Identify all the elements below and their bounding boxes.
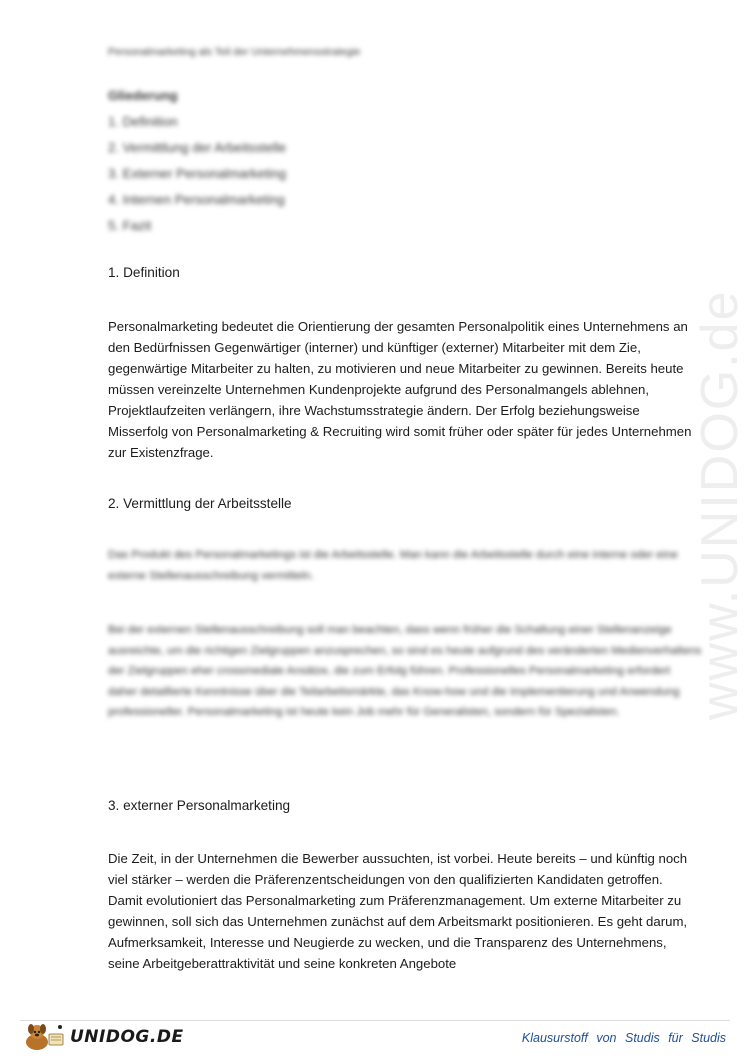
toc-item: 5. Fazit xyxy=(108,218,152,233)
toc-item: 4. Internen Personalmarketing xyxy=(108,192,285,207)
toc-item: 3. Externer Personalmarketing xyxy=(108,166,287,181)
footer-divider xyxy=(20,1020,730,1021)
section-paragraph: Die Zeit, in der Unternehmen die Bewerber aussuchten, ist vorbei. Heute bereits – und künftig noch viel stärker – werden die Präferenzentscheidungen von den qualifizierten Kandidaten getroffen. Damit evolutioniert das Personalmarketing zum Präferenzmanagement. Um externe Mitarbeiter zu gewinnen, soll sich das Unternehmen zunächst auf dem Arbeitsmarkt positionieren. Es geht darum, Aufmerksamkeit, Interesse und Neugierde zu wecken, und die Transparenz des Unternehmens, seine Arbeitgeberattraktivität und seine konkreten Angebote xyxy=(108,851,688,971)
section-heading-externer: 3. externer Personalmarketing xyxy=(108,798,291,813)
section-heading-definition: 1. Definition xyxy=(108,265,180,280)
section-paragraph: Das Produkt des Personalmarketings ist die Arbeitsstelle. Man kann die Arbeitsstelle durch eine interne oder eine externe Stellenausschreibung vermitteln. xyxy=(108,549,678,582)
footer-tagline: Klausurstoff von Studis für Studis xyxy=(521,1031,726,1045)
section-paragraph: Personalmarketing bedeutet die Orientierung der gesamten Personalpolitik eines Unternehmens an den Bedürfnissen Gegenwärtiger (interner) und künftiger (externer) Mitarbeiter mit dem Zie, gegenwärtige Mitarbeiter zu halten, zu motivieren und neue Mitarbeiter zu gewinnen. Bereits heute müssen vereinzelte Unternehmen Kundenprojekte aufgrund des Personalmangels ablehnen, Projektlaufzeiten verlängern, ihre Wachstumsstrategie ändern. Der Erfolg beziehungsweise Misserfolg von Personalmarketing & Recruiting wird somit früher oder später für jedes Unternehmen zur Existenzfrage. xyxy=(108,319,692,460)
logo-wordmark: UNIDOG.DE xyxy=(70,1027,184,1047)
dog-icon xyxy=(22,1022,68,1052)
toc-item: 1. Definition xyxy=(108,114,178,129)
unidog-logo[interactable] xyxy=(22,1022,184,1052)
section-paragraph: Bei der externen Stellenausschreibung soll man beachten, dass wenn früher die Schaltung einer Stellenanzeige ausreichte, um die richtigen Zielgruppen anzusprechen, so sind es heute aufgrund des veränderten Medienverhaltens der Zielgruppen eher crossmediale Ansätze, die zum Erfolg führen. Professionelles Personalmarketing erfordert daher detaillierte Kenntnisse über die Teilarbeitsmärkte, das Know-how und die Implementierung und Anwendung professioneller. Personalmarketing ist heute kein Job mehr für Generalisten, sondern für Spezialisten. xyxy=(108,624,702,718)
watermark-text: www.UNIDOG.de xyxy=(691,289,749,720)
toc-item: 2. Vermittlung der Arbeitsstelle xyxy=(108,140,287,155)
toc-heading: Gliederung xyxy=(108,88,178,103)
document-top-title: Personalmarketing als Teil der Unternehmensstrategie xyxy=(108,46,361,58)
section-heading-vermittlung: 2. Vermittlung der Arbeitsstelle xyxy=(108,496,292,511)
